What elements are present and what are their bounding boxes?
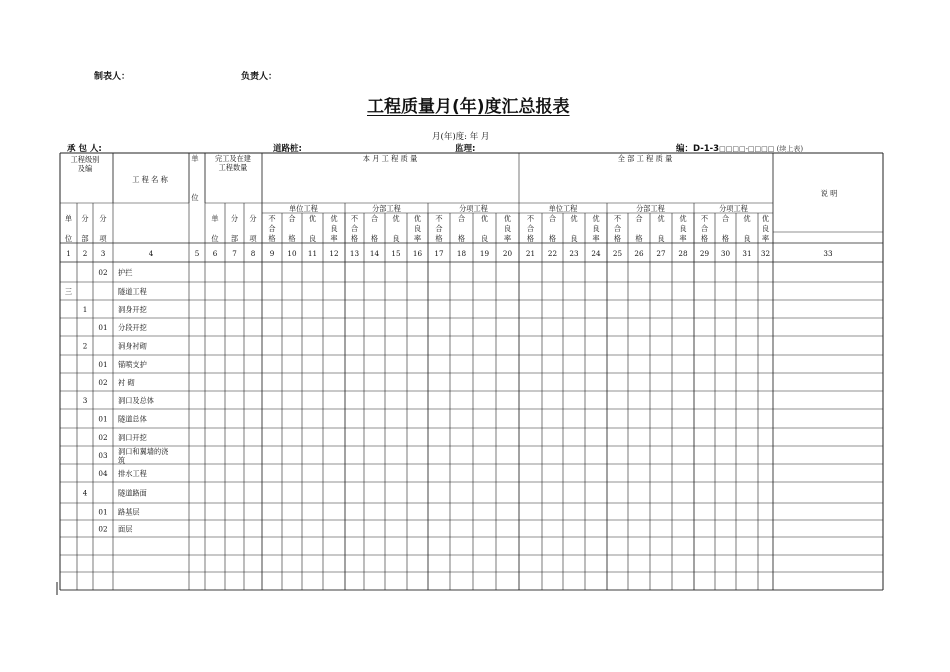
column-number: 5 (194, 249, 200, 258)
column-number: 18 (456, 249, 467, 258)
column-number: 10 (287, 249, 297, 258)
maker-label: 制表人： (94, 72, 131, 82)
quality-sub-label: 合 (526, 224, 535, 233)
quality-sub-label: 合 (457, 214, 466, 223)
quality-sub-label: 合 (721, 214, 730, 223)
quality-sub-label: 优 (330, 214, 338, 223)
quality-sub-label: 优 (570, 214, 578, 223)
quality-sub-label: 率 (679, 234, 687, 243)
quality-sub-label: 优 (503, 214, 512, 223)
completed-header-line1: 完工及在建 (215, 154, 251, 163)
quality-sub-label: 格 (548, 234, 557, 243)
quality-sub-label: 良 (743, 234, 751, 243)
column-number: 14 (369, 249, 380, 258)
row-level-3: 01 (98, 507, 108, 517)
quality-sub-label: 优 (679, 214, 687, 223)
row-name: 锚喷支护 (118, 360, 147, 369)
column-number: 22 (547, 249, 558, 258)
quality-sub-label: 格 (700, 234, 709, 243)
column-number: 31 (742, 249, 752, 258)
column-number: 6 (212, 249, 218, 258)
row-name: 洞身衬砌 (118, 341, 147, 351)
quality-sub-label: 率 (503, 234, 512, 243)
quality-sub-label: 优 (392, 214, 400, 223)
column-number: 26 (634, 249, 644, 258)
quality-sub-label: 优 (413, 214, 422, 223)
level-sub-bottom: 部 (81, 234, 89, 243)
quality-sub-label: 格 (435, 234, 443, 243)
row-level-2: 1 (82, 305, 88, 314)
name-header: 工 程 名 称 (132, 175, 168, 184)
quality-sub-label: 格 (721, 234, 730, 243)
page-title: 工程质量月(年)度汇总报表 (367, 97, 570, 117)
row-name: 排水工程 (118, 469, 147, 478)
quality-sub-label: 格 (526, 234, 535, 243)
quality-sub-label: 不 (526, 214, 535, 223)
quality-sub-label: 不 (435, 214, 443, 223)
report-period: 月(年)度: 年 月 (432, 132, 490, 142)
quality-sub-label: 格 (268, 234, 276, 243)
level-sub-bottom: 位 (64, 234, 73, 243)
quality-sub-label: 不 (268, 214, 276, 223)
row-name: 路基层 (118, 507, 140, 517)
level-sub-top: 分 (81, 214, 89, 223)
row-name: 护拦 (118, 268, 133, 277)
quality-sub-label: 优 (657, 214, 665, 223)
quality-sub-label: 不 (613, 214, 622, 223)
quality-sub-label: 良 (657, 234, 665, 243)
group-label: 分项工程 (719, 204, 748, 213)
column-number: 1 (66, 249, 71, 258)
completed-sub-top: 分 (230, 214, 239, 223)
completed-sub-bottom: 项 (249, 234, 257, 243)
quality-sub-label: 良 (761, 224, 770, 233)
quality-sub-label: 优 (308, 214, 317, 223)
row-level-2: 4 (82, 488, 88, 498)
quality-sub-label: 不 (350, 214, 359, 223)
quality-sub-label: 格 (370, 234, 379, 243)
column-number: 15 (391, 249, 401, 258)
row-name: 筑 (118, 456, 126, 465)
quality-sub-label: 合 (700, 224, 709, 233)
completed-sub-bottom: 部 (230, 234, 239, 243)
column-number: 28 (678, 249, 688, 258)
column-number: 13 (349, 249, 360, 258)
level-header-line2: 及编 (77, 164, 93, 173)
column-number: 11 (307, 249, 318, 258)
row-level-3: 03 (98, 451, 108, 460)
column-number: 4 (148, 249, 154, 258)
row-level-3: 01 (98, 414, 108, 424)
quality-sub-label: 合 (350, 224, 359, 233)
form-code-suffix: □□□□-□□□□ (续上表) (719, 145, 804, 153)
group-label: 分部工程 (636, 204, 665, 213)
row-level-3: 02 (98, 268, 108, 277)
quality-sub-label: 良 (570, 234, 578, 243)
quality-sub-label: 不 (700, 214, 709, 223)
row-level-3: 02 (98, 524, 108, 534)
level-header-line1: 工程级别 (70, 155, 100, 164)
quality-sub-label: 合 (635, 214, 643, 223)
row-name: 隧道工程 (118, 287, 147, 296)
quality-sub-label: 合 (435, 224, 443, 233)
unit-header-bottom: 位 (191, 193, 199, 202)
quality-sub-label: 良 (503, 224, 512, 233)
row-level-2: 2 (82, 341, 88, 351)
row-level-3: 01 (98, 360, 108, 369)
quality-sub-label: 优 (761, 214, 770, 223)
column-number: 21 (525, 249, 536, 258)
column-number: 3 (100, 249, 106, 258)
quality-sub-label: 优 (592, 214, 600, 223)
quality-sub-label: 良 (679, 224, 687, 233)
column-number: 29 (699, 249, 710, 258)
column-number: 17 (434, 249, 444, 258)
column-number: 33 (823, 249, 833, 258)
all-engineering-header: 全 部 工 程 质 量 (617, 154, 673, 163)
row-name: 隧道总体 (118, 414, 147, 424)
level-sub-top: 单 (64, 214, 73, 223)
quality-sub-label: 良 (413, 224, 422, 233)
column-number: 9 (269, 249, 275, 258)
quality-sub-label: 格 (288, 234, 296, 243)
quality-sub-label: 格 (350, 234, 359, 243)
row-level-3: 04 (98, 469, 108, 478)
completed-header-line2: 工程数量 (218, 163, 248, 172)
quality-sub-label: 合 (370, 214, 379, 223)
column-number: 25 (612, 249, 623, 258)
row-name: 隧道路面 (118, 488, 147, 498)
row-level-2: 3 (82, 396, 88, 405)
unit-header-top: 单 (191, 154, 199, 163)
column-number: 7 (232, 249, 237, 258)
column-number: 2 (82, 249, 88, 258)
column-number: 32 (760, 249, 771, 258)
column-number: 23 (569, 249, 579, 258)
quality-sub-label: 良 (592, 224, 600, 233)
row-name: 洞身开挖 (118, 305, 147, 314)
group-label: 单位工程 (289, 204, 318, 213)
column-number: 20 (502, 249, 513, 258)
row-level-3: 02 (98, 433, 108, 442)
column-number: 19 (479, 249, 490, 258)
quality-sub-label: 格 (635, 234, 643, 243)
note-header: 说 明 (820, 189, 838, 198)
row-name: 洞口和翼墙的浇 (118, 447, 169, 456)
quality-sub-label: 合 (268, 224, 276, 233)
row-name: 洞口及总体 (118, 396, 154, 405)
column-number: 27 (656, 249, 666, 258)
quality-sub-label: 率 (592, 234, 600, 243)
row-name: 洞口开挖 (118, 433, 147, 442)
row-name: 分段开挖 (118, 323, 147, 332)
completed-sub-bottom: 位 (211, 234, 219, 243)
column-number: 30 (720, 249, 731, 258)
completed-sub-top: 单 (211, 214, 219, 223)
level-sub-top: 分 (99, 214, 107, 223)
row-level-3: 02 (98, 378, 108, 387)
quality-sub-label: 率 (413, 234, 422, 243)
supervision-label: 监理: (455, 144, 476, 154)
this-month-header: 本 月 工 程 质 量 (362, 154, 418, 163)
road-stake-label: 道路桩: (273, 144, 302, 154)
quality-sub-label: 合 (548, 214, 557, 223)
quality-sub-label: 格 (613, 234, 622, 243)
completed-sub-top: 分 (249, 214, 257, 223)
level-sub-bottom: 项 (99, 234, 107, 243)
quality-sub-label: 良 (308, 234, 317, 243)
group-label: 分部工程 (372, 204, 401, 213)
column-number: 24 (591, 249, 601, 258)
quality-sub-label: 良 (330, 224, 338, 233)
group-label: 分项工程 (459, 204, 488, 213)
quality-sub-label: 合 (288, 214, 296, 223)
column-number: 8 (250, 249, 256, 258)
row-level-1: 三 (64, 287, 73, 296)
row-level-3: 01 (98, 323, 108, 332)
quality-sub-label: 率 (330, 234, 338, 243)
quality-sub-label: 格 (457, 234, 466, 243)
row-name: 衬 砌 (118, 378, 135, 387)
responsible-label: 负责人： (241, 72, 278, 82)
quality-sub-label: 合 (613, 224, 622, 233)
contractor-label: 承 包 人: (67, 144, 102, 154)
form-code-label: 编：D-1-3 (676, 144, 720, 154)
quality-sub-label: 率 (761, 234, 770, 243)
quality-sub-label: 良 (392, 234, 400, 243)
quality-sub-label: 良 (480, 234, 489, 243)
group-label: 单位工程 (548, 204, 578, 213)
row-name: 面层 (118, 524, 133, 534)
column-number: 16 (412, 249, 423, 258)
quality-sub-label: 优 (480, 214, 489, 223)
quality-sub-label: 优 (743, 214, 751, 223)
column-number: 12 (329, 249, 339, 258)
